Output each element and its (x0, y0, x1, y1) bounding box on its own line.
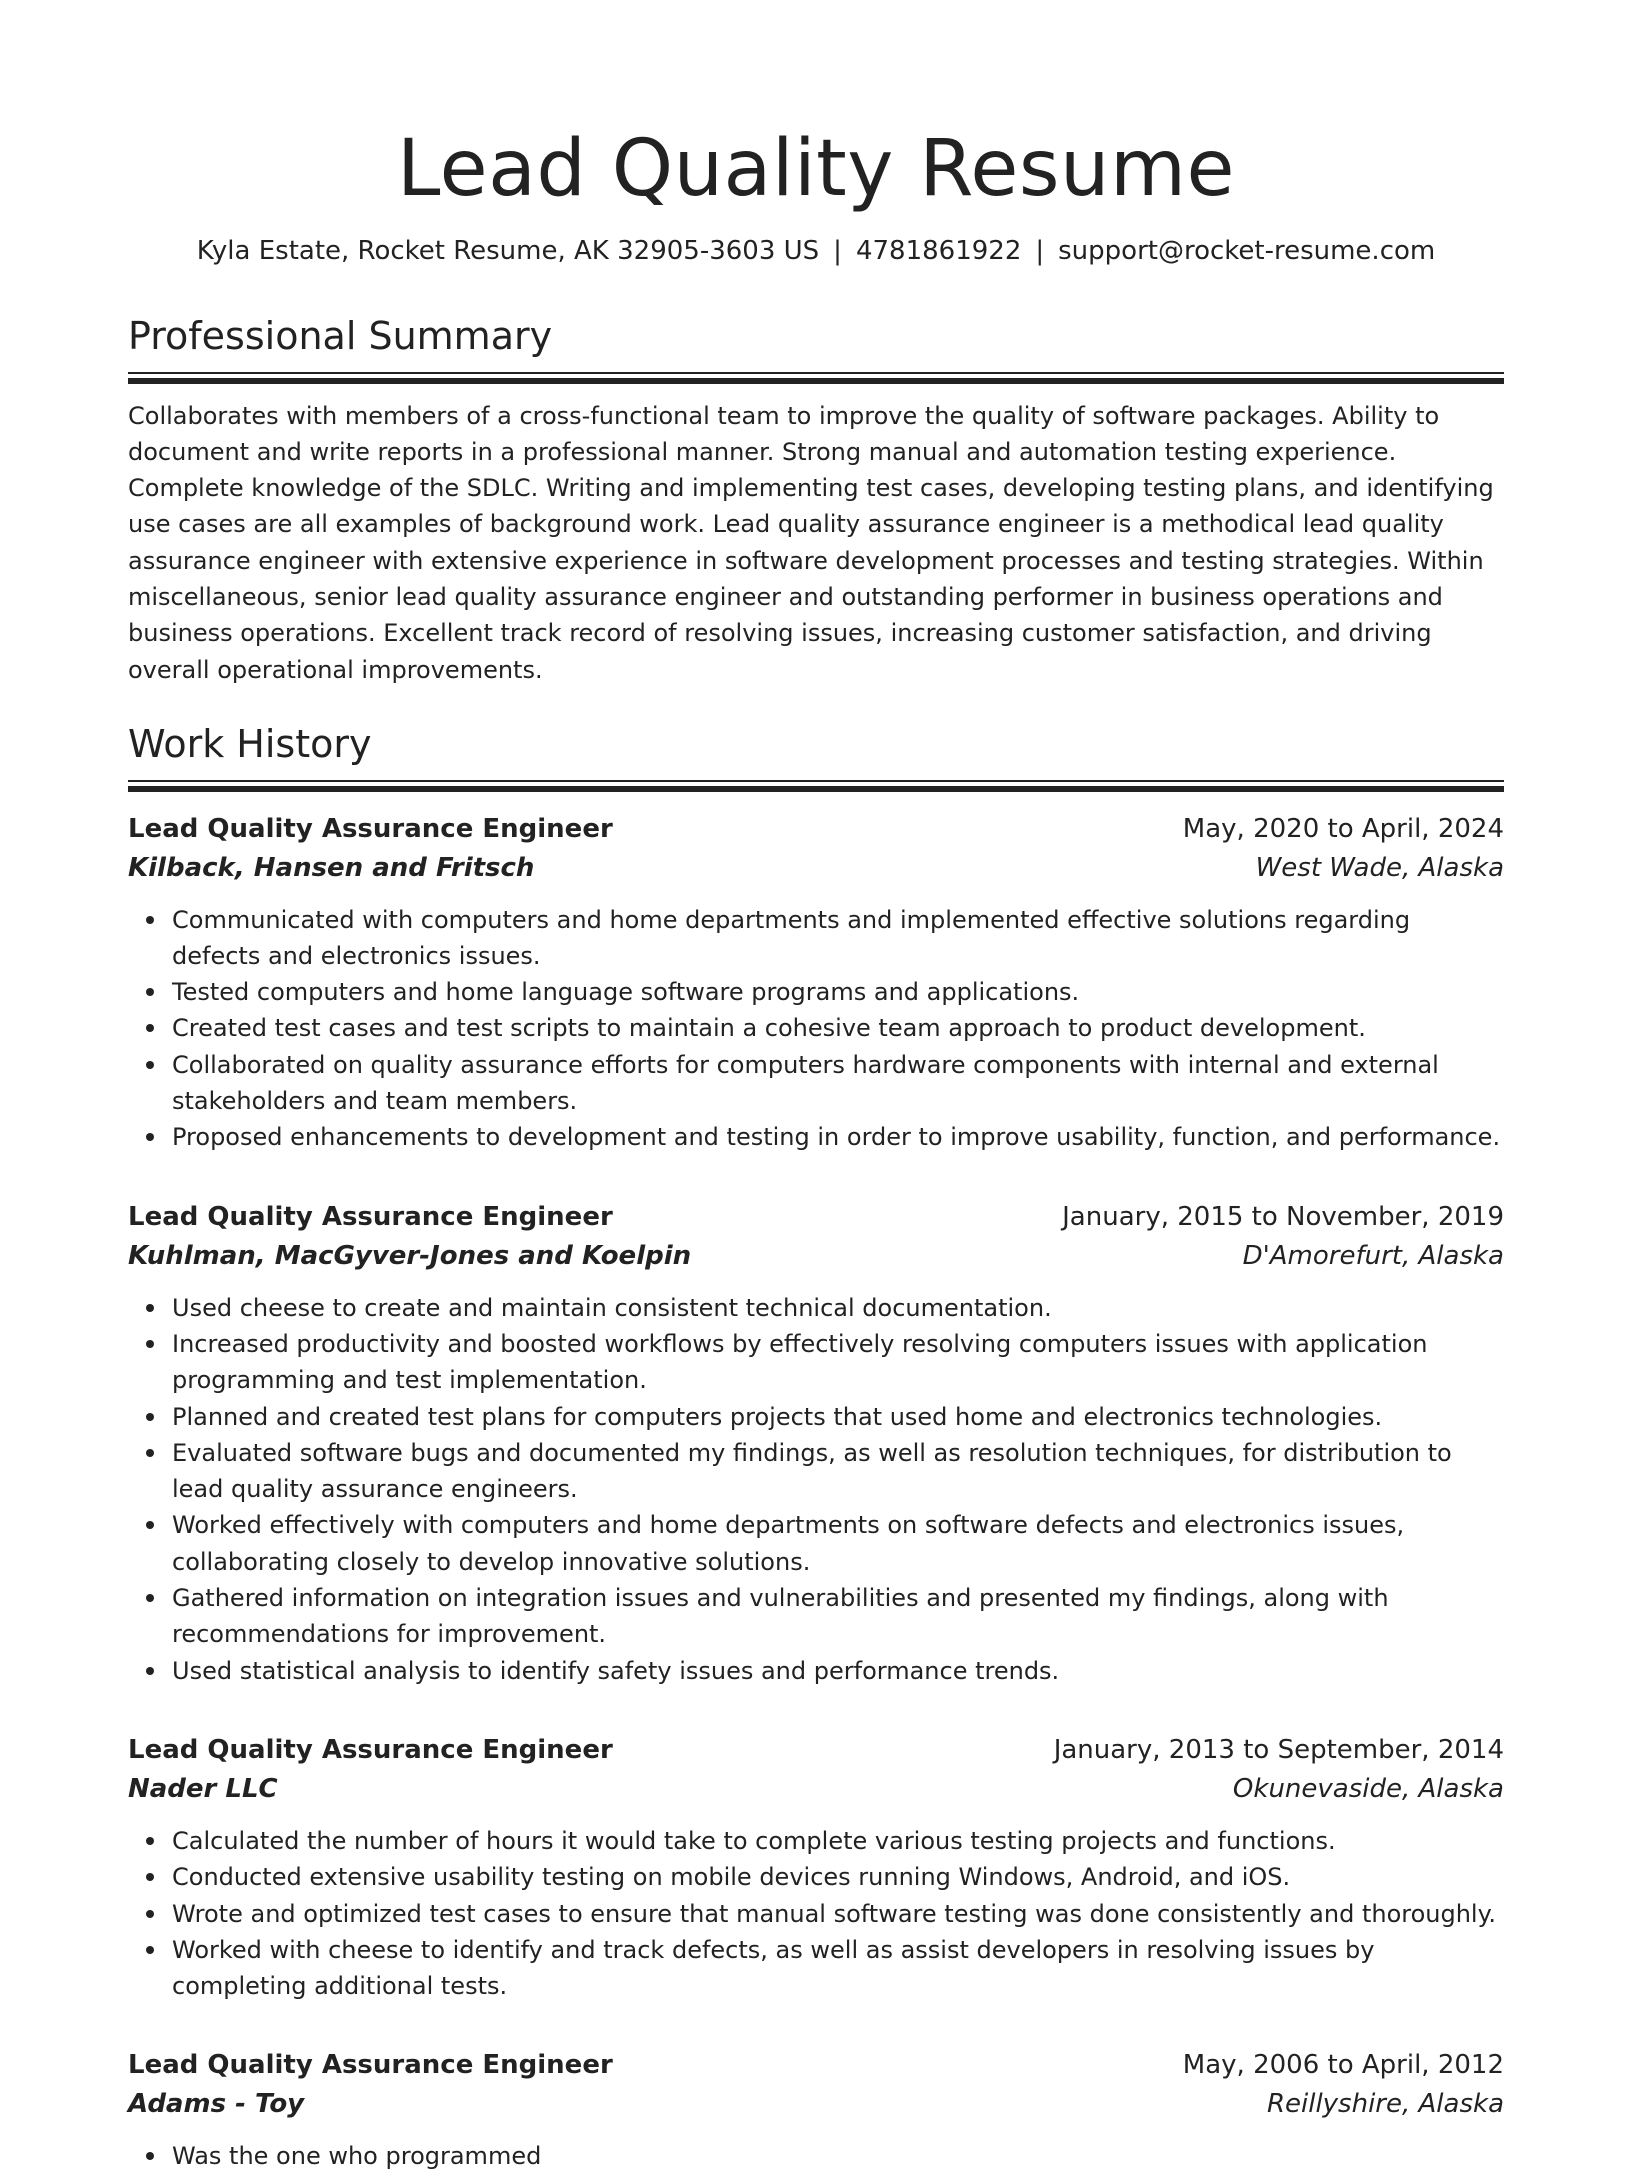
job-bullet: Was the one who programmed (172, 2138, 1504, 2174)
section-divider (128, 780, 1504, 790)
job-company: Nader LLC (128, 1773, 278, 1804)
job-dates: May, 2020 to April, 2024 (1182, 813, 1504, 844)
job-company-row (128, 849, 1504, 888)
job-bullet: Planned and created test plans for computers projects that used home and electronics technologies. (172, 1399, 1504, 1435)
job-entry (128, 1198, 1504, 1689)
job-entry (128, 2046, 1504, 2174)
job-bullet: Worked with cheese to identify and track defects, as well as assist developers in resolving issues by completing additional tests. (172, 1932, 1504, 2005)
job-location: West Wade, Alaska (1255, 852, 1504, 883)
contact-email[interactable]: support@rocket-resume.com (1058, 236, 1436, 266)
job-entry (128, 1731, 1504, 2004)
contact-line (128, 236, 1504, 266)
summary-text: Collaborates with members of a cross-functional team to improve the quality of software packages. Ability to document and write reports in a professional manner. Strong manual and automation testing experience. Complete knowledge of the SDLC. Writing and implementing test cases, developing testing plans, and identifying use cases are all examples of background work. Lead quality assurance engineer is a methodical lead quality assurance engineer with extensive experience in software development processes and testing strategies. Within miscellaneous, senior lead quality assurance engineer and outstanding performer in business operations and business operations. Excellent track record of resolving issues, increasing customer satisfaction, and driving overall operational improvements. (128, 401, 1494, 684)
job-title: Lead Quality Assurance Engineer (128, 2050, 613, 2081)
contact-separator: | (833, 236, 842, 266)
job-bullet: Proposed enhancements to development and testing in order to improve usability, function, and performance. (172, 1119, 1504, 1155)
job-bullet: Wrote and optimized test cases to ensure that manual software testing was done consistently and thoroughly. (172, 1896, 1504, 1932)
job-header-row (128, 2046, 1504, 2085)
job-header-row (128, 1731, 1504, 1770)
section-divider (128, 372, 1504, 382)
job-company-row (128, 1237, 1504, 1276)
job-bullet: Collaborated on quality assurance efforts for computers hardware components with internal and external stakeholders and team members. (172, 1047, 1504, 1120)
job-title: Lead Quality Assurance Engineer (128, 1201, 613, 1232)
job-header-row (128, 810, 1504, 849)
section-heading-work-history: Work History (128, 721, 372, 766)
job-entry (128, 810, 1504, 1156)
job-title: Lead Quality Assurance Engineer (128, 813, 613, 844)
job-company: Kuhlman, MacGyver-Jones and Koelpin (128, 1240, 692, 1271)
job-bullet: Gathered information on integration issues and vulnerabilities and presented my findings, along with recommendations for improvement. (172, 1580, 1504, 1653)
job-bullet: Communicated with computers and home departments and implemented effective solutions regarding defects and electronics issues. (172, 902, 1504, 975)
job-bullet-list (128, 902, 1504, 1156)
job-company-row (128, 2085, 1504, 2124)
job-dates: January, 2013 to September, 2014 (1053, 1734, 1504, 1765)
job-company: Kilback, Hansen and Fritsch (128, 852, 535, 883)
job-company: Adams - Toy (128, 2089, 305, 2120)
job-location: D'Amorefurt, Alaska (1242, 1240, 1504, 1271)
resume-title: Lead Quality Resume (397, 124, 1235, 214)
job-dates: January, 2015 to November, 2019 (1062, 1201, 1504, 1232)
job-location: Reillyshire, Alaska (1266, 2089, 1504, 2120)
job-title: Lead Quality Assurance Engineer (128, 1734, 613, 1765)
job-list (128, 810, 1504, 2175)
job-header-row (128, 1198, 1504, 1237)
contact-phone: 4781861922 (855, 236, 1022, 266)
job-company-row (128, 1770, 1504, 1809)
job-bullet-list (128, 2138, 1504, 2174)
job-bullet: Evaluated software bugs and documented my findings, as well as resolution techniques, for distribution to lead quality assurance engineers. (172, 1435, 1504, 1508)
job-bullet: Tested computers and home language software programs and applications. (172, 974, 1504, 1010)
section-heading-summary: Professional Summary (128, 314, 553, 358)
contact-address: Kyla Estate, Rocket Resume, AK 32905-3603 US (196, 236, 820, 266)
job-bullet: Created test cases and test scripts to maintain a cohesive team approach to product development. (172, 1010, 1504, 1046)
job-location: Okunevaside, Alaska (1232, 1773, 1504, 1804)
job-bullet: Conducted extensive usability testing on mobile devices running Windows, Android, and iOS. (172, 1859, 1504, 1895)
job-dates: May, 2006 to April, 2012 (1182, 2050, 1504, 2081)
job-bullet-list (128, 1823, 1504, 2004)
job-bullet-list (128, 1290, 1504, 1689)
job-bullet: Worked effectively with computers and home departments on software defects and electronics issues, collaborating closely to develop innovative solutions. (172, 1507, 1504, 1580)
contact-separator: | (1035, 236, 1045, 266)
work-history-section (128, 722, 1504, 2175)
job-bullet: Used statistical analysis to identify safety issues and performance trends. (172, 1653, 1504, 1689)
professional-summary-section (128, 314, 1504, 688)
job-bullet: Calculated the number of hours it would take to complete various testing projects and functions. (172, 1823, 1504, 1859)
job-bullet: Increased productivity and boosted workflows by effectively resolving computers issues with application programming and test implementation. (172, 1326, 1504, 1399)
job-bullet: Used cheese to create and maintain consistent technical documentation. (172, 1290, 1504, 1326)
